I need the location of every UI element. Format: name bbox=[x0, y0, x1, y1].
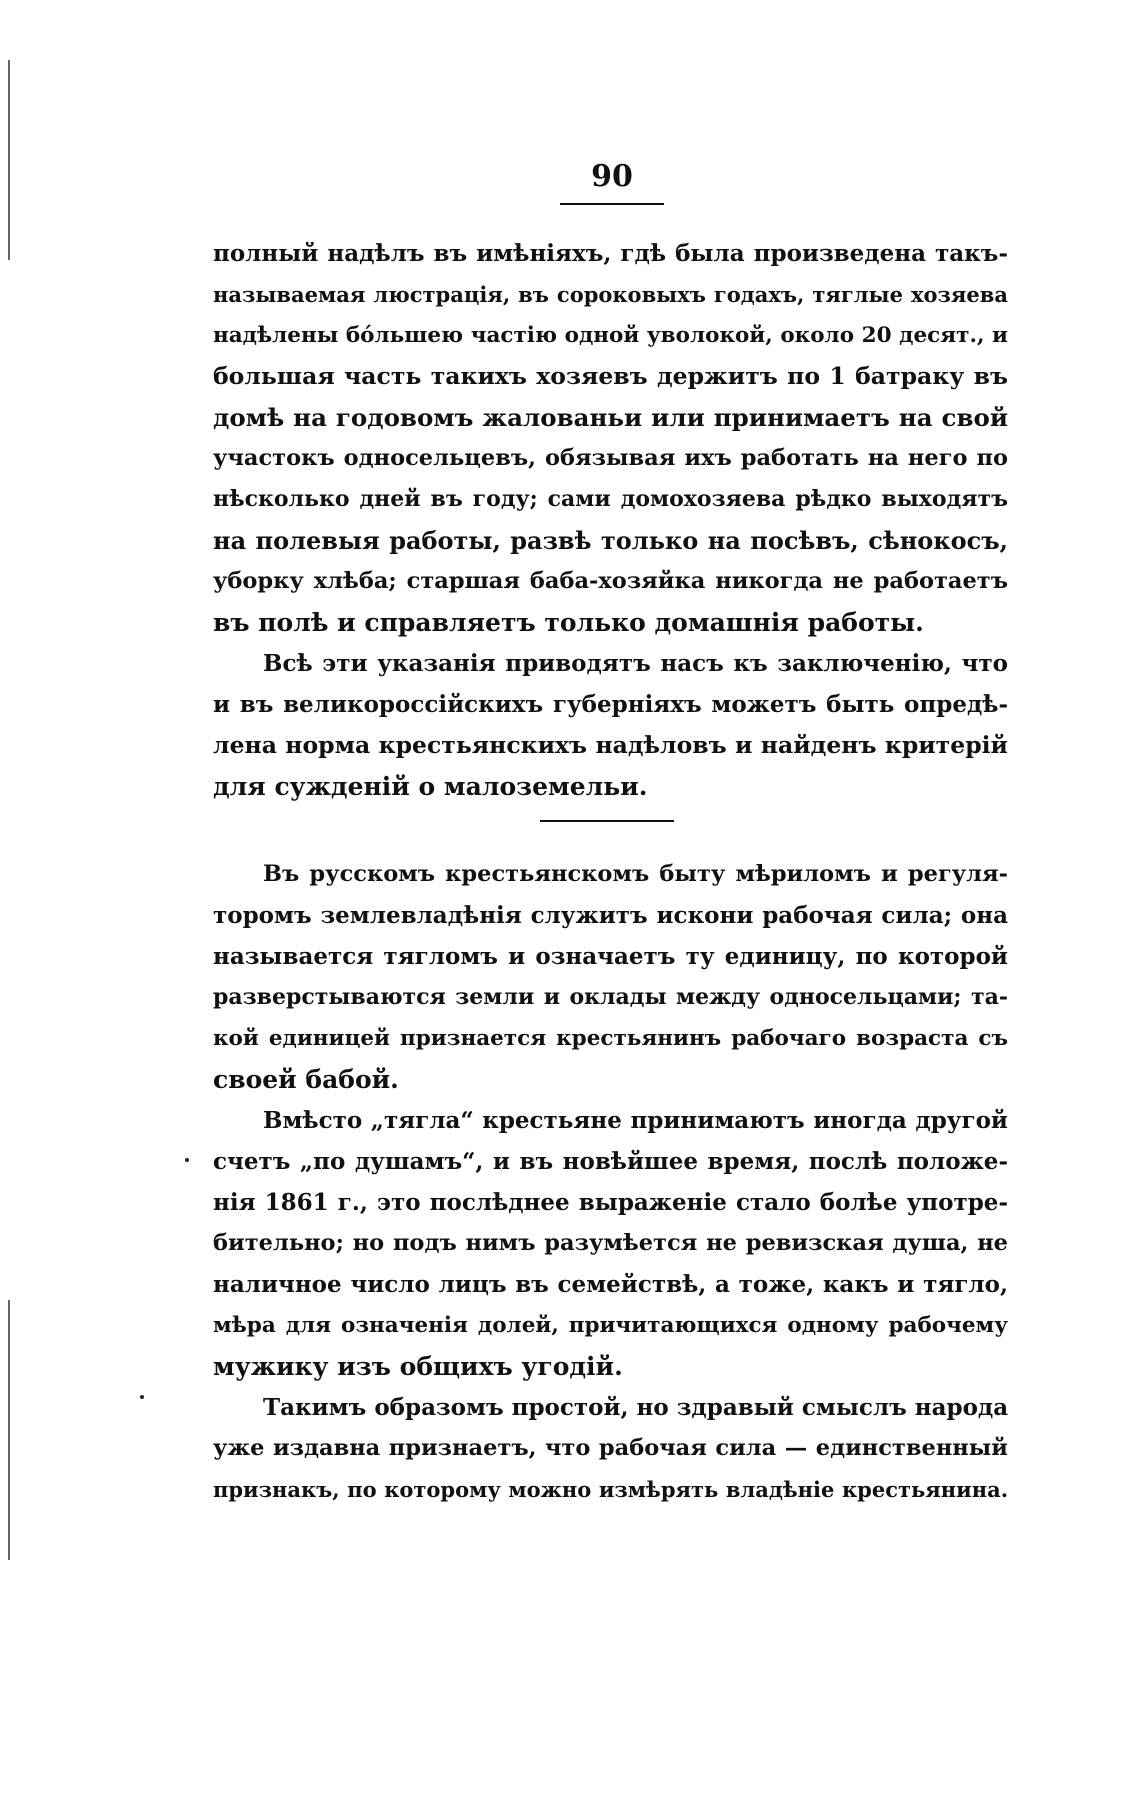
upper-text-block bbox=[213, 233, 1008, 807]
text-line: торомъ землевладѣнія служитъ искони рабочая сила; она bbox=[213, 902, 1008, 929]
text-line: счетъ „по душамъ“, и въ новѣйшее время, послѣ положе- bbox=[213, 1148, 1008, 1175]
text-line: Въ русскомъ крестьянскомъ быту мѣриломъ и регуля- bbox=[263, 861, 1008, 887]
text-line: полный надѣлъ въ имѣніяхъ, гдѣ была произведена такъ- bbox=[213, 240, 1008, 267]
text-line: наличное число лицъ въ семействѣ, а тоже, какъ и тягло, bbox=[213, 1271, 1008, 1298]
text-line: уборку хлѣба; старшая баба-хозяйка никогда не работаетъ bbox=[213, 568, 1008, 594]
text-line: называется тягломъ и означаетъ ту единицу, по которой bbox=[213, 943, 1008, 970]
text-line: своей бабой. bbox=[213, 1065, 399, 1094]
text-line: домѣ на годовомъ жалованьи или принимаетъ на свой bbox=[213, 403, 1008, 432]
text-line: Такимъ образомъ простой, но здравый смыслъ народа bbox=[263, 1394, 1009, 1421]
text-line: называемая люстрація, въ сороковыхъ годахъ, тяглые хозяева bbox=[213, 282, 1008, 307]
text-line: разверстываются земли и оклады между односельцами; та- bbox=[213, 984, 1008, 1010]
text-line: нія 1861 г., это послѣднее выраженіе стало болѣе употре- bbox=[213, 1189, 1008, 1216]
scan-edge-mark-top bbox=[8, 60, 10, 260]
text-line: для сужденій о малоземельи. bbox=[213, 772, 648, 801]
text-line: надѣлены бóльшею частію одной уволокой, около 20 десят., и bbox=[213, 323, 1008, 348]
section-divider bbox=[540, 820, 674, 822]
text-line: въ полѣ и справляетъ только домашнія работы. bbox=[213, 608, 924, 637]
text-line: мѣра для означенія долей, причитающихся одному рабочему bbox=[213, 1313, 1008, 1338]
page-number: 90 bbox=[591, 159, 633, 194]
text-line: и въ великороссійскихъ губерніяхъ можетъ быть опредѣ- bbox=[213, 691, 1008, 718]
scan-edge-mark-bottom bbox=[8, 1300, 10, 1560]
text-line: участокъ односельцевъ, обязывая ихъ работать на него по bbox=[213, 445, 1008, 471]
text-line: на полевыя работы, развѣ только на посѣвъ, сѣнокосъ, bbox=[213, 526, 1008, 555]
text-line: бительно; но подъ нимъ разумѣется не ревизская душа, не bbox=[213, 1230, 1008, 1256]
page-number-rule bbox=[560, 203, 664, 205]
text-line: большая часть такихъ хозяевъ держитъ по 1 батраку въ bbox=[213, 362, 1008, 390]
text-line: лена норма крестьянскихъ надѣловъ и найденъ критерій bbox=[213, 731, 1008, 759]
scan-speck bbox=[185, 1158, 189, 1162]
text-line: Всѣ эти указанія приводятъ насъ къ заключенію, что bbox=[263, 650, 1008, 677]
scan-speck bbox=[140, 1395, 144, 1399]
text-line: мужику изъ общихъ угодій. bbox=[213, 1352, 623, 1381]
text-line: Вмѣсто „тягла“ крестьяне принимаютъ иногда другой bbox=[263, 1107, 1008, 1134]
text-line: кой единицей признается крестьянинъ рабочаго возраста съ bbox=[213, 1026, 1008, 1051]
lower-text-block bbox=[213, 854, 1008, 1510]
text-line: уже издавна признаетъ, что рабочая сила — единственный bbox=[213, 1435, 1008, 1461]
text-line: нѣсколько дней въ году; сами домохозяева рѣдко выходятъ bbox=[213, 486, 1008, 512]
text-line: признакъ, по которому можно измѣрять владѣніе крестьянина. bbox=[213, 1477, 1008, 1502]
